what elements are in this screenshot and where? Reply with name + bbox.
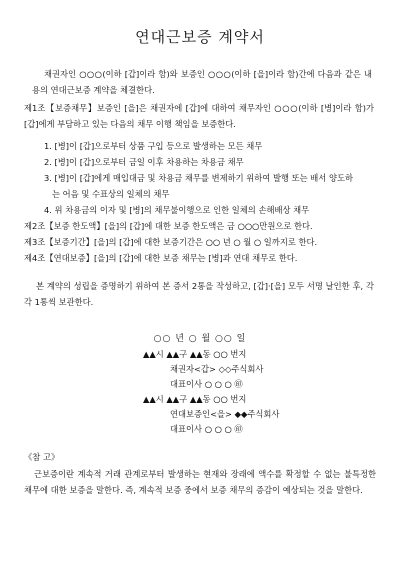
creditor-role: 채권자<갑> ◇◇주식회사 xyxy=(170,364,264,374)
guarantor-role: 연대보증인<을> ◆◆주식회사 xyxy=(170,409,280,419)
contract-date: ○○ 년 ○ 월 ○○ 일 xyxy=(153,334,247,344)
article-3: 제3조【보증기간】[을]의 [갑]에 대한 보증기간은 ○○ 년 ○ 월 ○ 일까지로 한다. xyxy=(24,237,318,247)
guarantor-address: ▲▲시 ▲▲구 ▲▲동 ○○ 번지 xyxy=(143,394,247,404)
intro-paragraph: 채권자인 ○○○(이하 [갑]이라 함)와 보증인 ○○○(이하 [을]이라 함)간에 다음과 같은 내용의 연대근보증 계약을 체결한다. xyxy=(32,69,372,95)
article-1-item-4: 4. 위 차용금의 이자 및 [병]의 채무불이행으로 인한 일체의 손해배상 채무 xyxy=(44,205,310,215)
note-body: 근보증이란 계속적 거래 관계로부터 발생하는 현재와 장래에 액수를 확정할 수 없는 불특정한 채무에 대한 보증을 말한다. 즉, 계속적 보증 중에서 보증 채무의 증감이 예상되는 것을 말한다. xyxy=(24,469,376,495)
article-1-item-2: 2. [병]이 [갑]으로부터 금일 이후 차용하는 차용금 채무 xyxy=(44,157,244,167)
document-title: 연대근보증 계약서 xyxy=(135,28,265,46)
article-4: 제4조【연대보증】[을]의 [갑]에 대한 보증 채무는 [병]과 연대 채무로 한다. xyxy=(24,253,298,263)
article-1-item-3: 3. [병]이 [갑]에게 매입대금 및 차용금 채무를 변제하기 위하여 발행 또는 배서 양도하 xyxy=(44,173,353,183)
creditor-address: ▲▲시 ▲▲구 ▲▲동 ○○ 번지 xyxy=(143,349,247,359)
article-1-item-3-cont: 는 어음 및 수표상의 일체의 채무 xyxy=(52,189,170,199)
creditor-representative: 대표이사 ○ ○ ○ ㊞ xyxy=(170,379,243,389)
article-2: 제2조【보증 한도액】[을]의 [갑]에 대한 보증 한도액은 금 ○○○만원으로 한다. xyxy=(24,221,313,231)
note-heading: 《참 고》 xyxy=(24,452,60,462)
closing-paragraph: 본 계약의 성립을 증명하기 위하여 본 증서 2통을 작성하고, [갑]·[을] 모두 서명 날인한 후, 각각 1통씩 보관한다. xyxy=(24,281,374,307)
article-1-heading: 제1조【보증채무】보증인 [을]은 채권자에 [갑]에 대하여 채무자인 ○○○(이하 [병]이라 함)가 [갑]에게 부담하고 있는 다음의 채무 이행 책임을 보증한다. xyxy=(24,103,374,129)
guarantor-representative: 대표이사 ○ ○ ○ ㊞ xyxy=(170,424,243,434)
article-1-item-1: 1. [병]이 [갑]으로부터 상품 구입 등으로 발생하는 모든 채무 xyxy=(44,141,263,151)
